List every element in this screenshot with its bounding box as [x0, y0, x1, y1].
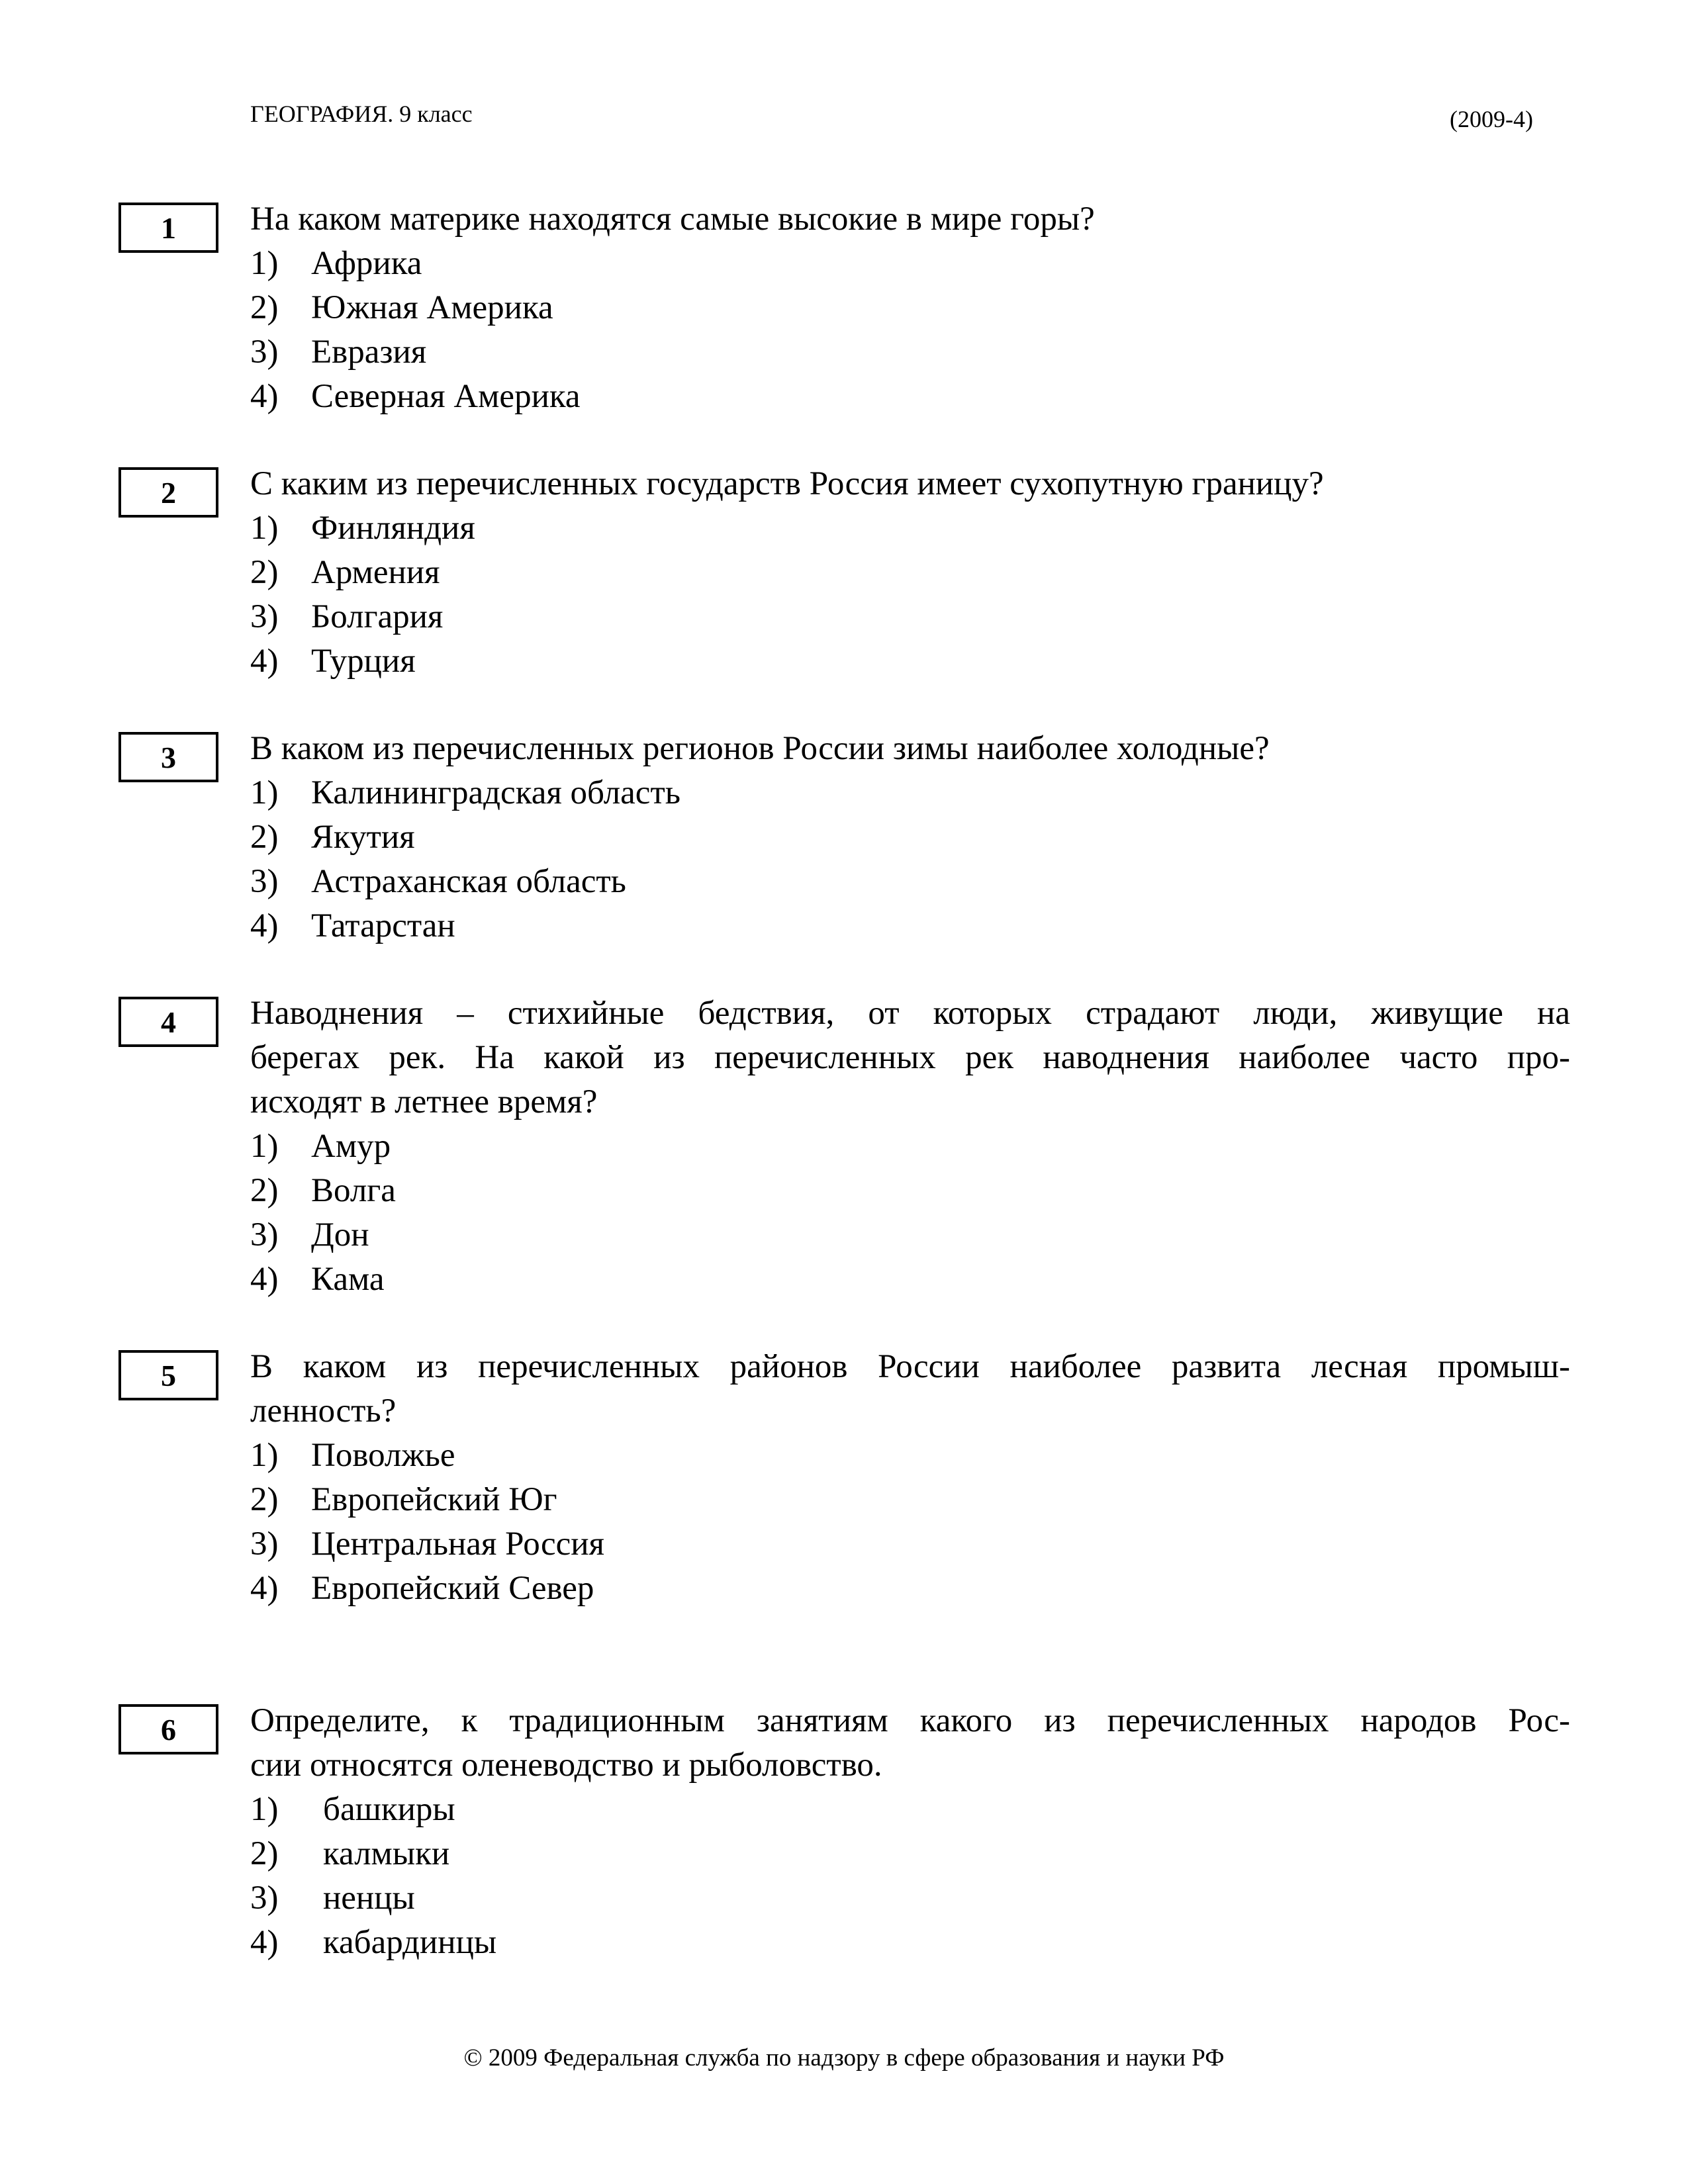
answer-option-2: 2) калмыки — [250, 1835, 450, 1872]
question-text: С каким из перечисленных государств Россия имеет сухопутную границу? — [250, 465, 1324, 502]
answer-options — [250, 1433, 604, 1611]
answer-option-2: 2) Волга — [250, 1172, 396, 1209]
question-text: На каком материке находятся самые высокие в мире горы? — [250, 201, 1095, 238]
answer-option-1: 1) башкиры — [250, 1791, 455, 1828]
answer-option-2: 2) Южная Америка — [250, 289, 553, 326]
question-number-box: 3 — [118, 732, 218, 782]
answer-options — [250, 242, 581, 419]
question-text: В каком из перечисленных регионов России зимы наиболее холодные? — [250, 730, 1270, 767]
answer-option-1: 1) Африка — [250, 245, 422, 282]
answer-option-2: 2) Европейский Юг — [250, 1481, 557, 1518]
answer-options — [250, 506, 475, 684]
answer-option-1: 1) Финляндия — [250, 510, 475, 547]
question-number-box: 2 — [118, 467, 218, 518]
page-header-subject: ГЕОГРАФИЯ. 9 класс — [250, 101, 473, 127]
question-text-line: сии относятся оленеводство и рыболовство. — [250, 1747, 882, 1784]
answer-options — [250, 1788, 496, 1965]
answer-option-2: 2) Якутия — [250, 819, 415, 856]
answer-option-4: 4) Кама — [250, 1261, 385, 1298]
question-text — [250, 1345, 1570, 1433]
page-footer-copyright: © 2009 Федеральная служба по надзору в сфере образования и науки РФ — [463, 2044, 1225, 2071]
question-number-box: 4 — [118, 997, 218, 1047]
question-number-box: 6 — [118, 1704, 218, 1754]
question-number-box: 5 — [118, 1350, 218, 1400]
answer-option-3: 3) Болгария — [250, 598, 444, 635]
question-text — [250, 1699, 1570, 1788]
answer-option-3: 3) Центральная Россия — [250, 1525, 604, 1563]
question-text-line: В каком из перечисленных районов России наиболее развита лесная промыш- — [250, 1348, 1570, 1385]
question-text-line: ленность? — [250, 1392, 397, 1430]
answer-option-3: 3) Дон — [250, 1216, 369, 1253]
answer-option-4: 4) Северная Америка — [250, 378, 581, 415]
answer-option-3: 3) Астраханская область — [250, 863, 626, 900]
question-text-line: берегах рек. На какой из перечисленных рек наводнения наиболее часто про- — [250, 1039, 1570, 1076]
answer-option-4: 4) Татарстан — [250, 907, 455, 944]
question-text-line: исходят в летнее время? — [250, 1083, 598, 1120]
answer-option-3: 3) ненцы — [250, 1880, 415, 1917]
answer-option-4: 4) кабардинцы — [250, 1924, 497, 1961]
question-number-box: 1 — [118, 203, 218, 253]
question-text — [250, 991, 1570, 1124]
answer-option-4: 4) Турция — [250, 643, 416, 680]
answer-option-1: 1) Амур — [250, 1128, 391, 1165]
answer-option-1: 1) Поволжье — [250, 1437, 455, 1474]
answer-option-1: 1) Калининградская область — [250, 774, 680, 811]
answer-options — [250, 771, 680, 948]
answer-options — [250, 1124, 396, 1302]
answer-option-3: 3) Евразия — [250, 334, 427, 371]
page-header-code: (2009-4) — [1450, 106, 1533, 132]
question-text-line: Наводнения – стихийные бедствия, от которых страдают люди, живущие на — [250, 995, 1570, 1032]
answer-option-2: 2) Армения — [250, 554, 440, 591]
question-text-line: Определите, к традиционным занятиям какого из перечисленных народов Рос- — [250, 1702, 1570, 1739]
answer-option-4: 4) Европейский Север — [250, 1570, 594, 1607]
